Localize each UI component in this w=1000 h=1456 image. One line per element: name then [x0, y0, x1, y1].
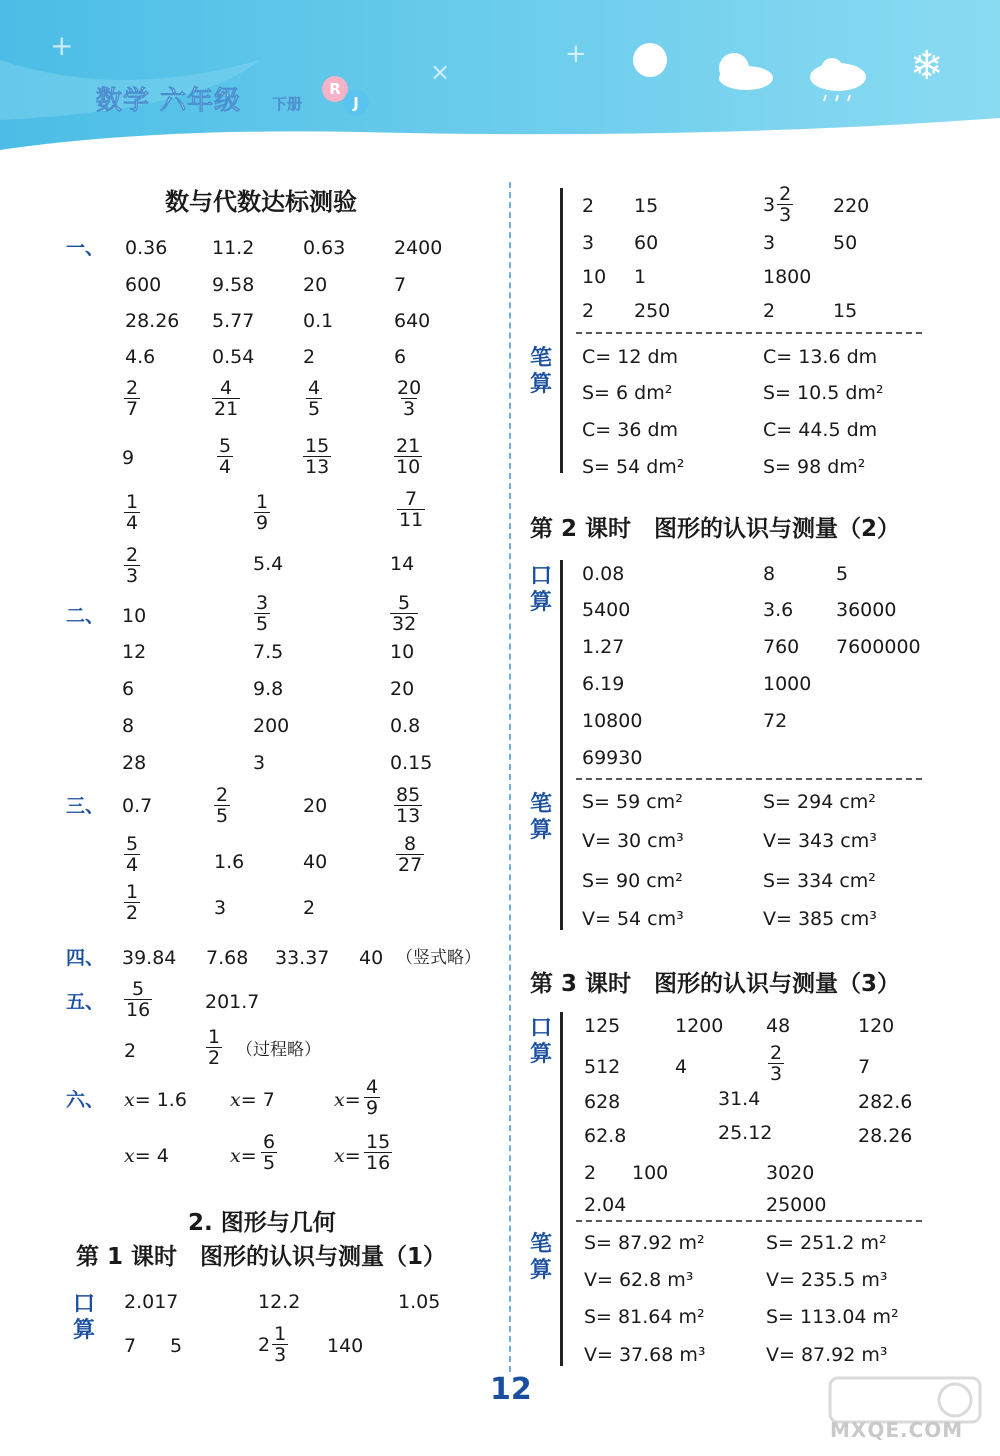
fraction: 8 27	[398, 833, 423, 876]
bisuan-tag: 笔 算	[529, 792, 552, 843]
section-title: 数与代数达标测验	[165, 188, 357, 216]
answer: 15	[833, 300, 858, 322]
answer: 20	[390, 678, 415, 700]
answer: 5	[170, 1335, 183, 1357]
answer: 1800	[763, 266, 812, 288]
lesson-title-2: 第 2 课时 图形的认识与测量（2）	[530, 516, 901, 542]
answer: 0.7	[122, 795, 153, 817]
section-label-3: 三、	[66, 795, 105, 817]
fraction: 1 9	[256, 491, 269, 534]
bisuan-tag: 笔 算	[529, 1232, 552, 1283]
fraction: 1 2	[208, 1026, 221, 1069]
fraction: 5 32	[392, 592, 417, 635]
answer: S= 90 cm²	[582, 870, 683, 892]
cloud-sun-icon	[712, 50, 774, 92]
answer: 0.36	[125, 237, 168, 259]
answer: 62.8	[584, 1125, 627, 1147]
answer: 25000	[766, 1194, 827, 1216]
header-title: 数学 六年级	[96, 86, 242, 116]
equation: x= 1.6	[124, 1089, 187, 1111]
answer: 201.7	[205, 991, 260, 1013]
answer: 4	[675, 1056, 688, 1078]
answer: 33.37	[275, 947, 330, 969]
answer: 2	[303, 897, 316, 919]
answer: 3	[582, 232, 595, 254]
answer: 12	[122, 641, 147, 663]
bracket-line	[560, 560, 563, 930]
answer: 2.017	[124, 1291, 179, 1313]
fraction: 20 3	[397, 377, 422, 420]
answer: 0.08	[582, 563, 625, 585]
answer: 5.77	[212, 310, 255, 332]
answer: 25.12	[718, 1122, 773, 1144]
answer: S= 54 dm²	[582, 456, 685, 478]
answer: 10	[390, 641, 415, 663]
answer: 20	[303, 795, 328, 817]
answer: 7.68	[206, 947, 249, 969]
answer: 28.26	[125, 310, 180, 332]
answer: 2.04	[584, 1194, 627, 1216]
equation: x=	[334, 1089, 361, 1111]
answer: 28.26	[858, 1125, 913, 1147]
answer: 7.5	[253, 641, 284, 663]
badge-r: R	[322, 76, 348, 102]
answer: 40	[359, 947, 384, 969]
answer: 200	[253, 715, 290, 737]
equation: x= 7	[230, 1089, 275, 1111]
answer: C= 36 dm	[582, 419, 679, 441]
answer: 0.15	[390, 752, 433, 774]
fraction: 3 5	[256, 592, 269, 635]
section-label-6: 六、	[66, 1089, 105, 1111]
answer: 1.27	[582, 636, 625, 658]
answer: 5400	[582, 599, 631, 621]
fraction: 2 5	[216, 784, 229, 827]
answer: 69930	[582, 747, 643, 769]
answer: 39.84	[122, 947, 177, 969]
answer: C= 44.5 dm	[763, 419, 878, 441]
answer: V= 87.92 m³	[766, 1344, 888, 1366]
answer: 0.54	[212, 346, 255, 368]
answer: 2	[584, 1162, 597, 1184]
answer: 2	[582, 300, 595, 322]
bisuan-tag: 笔 算	[529, 346, 552, 397]
bracket-line	[560, 188, 563, 473]
answer: 3	[253, 752, 266, 774]
answer: 1000	[763, 673, 812, 695]
answer: 120	[858, 1015, 895, 1037]
answer: 0.1	[303, 310, 334, 332]
section-label-5: 五、	[66, 991, 105, 1013]
watermark-text: MXQE.COM	[830, 1418, 964, 1442]
answer: 512	[584, 1056, 621, 1078]
kousuan-tag: 口 算	[529, 1016, 552, 1067]
fraction: 4 5	[308, 377, 321, 420]
answer: 7600000	[836, 636, 921, 658]
fraction: 5 16	[126, 978, 151, 1021]
dashed-separator	[576, 332, 922, 334]
answer: 50	[833, 232, 858, 254]
answer: 2	[124, 1040, 137, 1062]
answer: V= 343 cm³	[763, 830, 877, 852]
section-label-1: 一、	[66, 237, 105, 259]
answer: 282.6	[858, 1091, 913, 1113]
answer: 140	[327, 1335, 364, 1357]
answer: 20	[303, 274, 328, 296]
answer: 250	[634, 300, 671, 322]
answer: V= 235.5 m³	[766, 1269, 888, 1291]
answer: S= 294 cm²	[763, 791, 876, 813]
answer: 2	[303, 346, 316, 368]
answer: 4.6	[125, 346, 156, 368]
fraction: 7 11	[399, 488, 424, 531]
answer: S= 81.64 m²	[584, 1306, 705, 1328]
answer: 1.6	[214, 851, 245, 873]
svg-text:+: +	[50, 29, 74, 62]
answer: 1.05	[398, 1291, 441, 1313]
answer: 220	[833, 195, 870, 217]
answer: 5.4	[253, 553, 284, 575]
answer: 48	[766, 1015, 791, 1037]
header-subtitle: 下册	[272, 95, 303, 113]
page-header	[0, 0, 1000, 150]
answer: 15	[634, 195, 659, 217]
answer: S= 334 cm²	[763, 870, 876, 892]
answer: S= 98 dm²	[763, 456, 866, 478]
section-label-4: 四、	[66, 947, 105, 969]
answer: V= 62.8 m³	[584, 1269, 694, 1291]
answer: 760	[763, 636, 800, 658]
dashed-separator	[576, 1220, 922, 1222]
kousuan-tag: 口 算	[529, 564, 552, 615]
answer: 7	[394, 274, 407, 296]
answer: 31.4	[718, 1088, 761, 1110]
answer: 8	[763, 563, 776, 585]
answer: 2	[582, 195, 595, 217]
answer: 5	[836, 563, 849, 585]
fraction: 2 3	[770, 1042, 783, 1085]
lesson-title-3: 第 3 课时 图形的认识与测量（3）	[530, 971, 901, 997]
answer: 8	[122, 715, 135, 737]
answer: 2	[763, 300, 776, 322]
sun-icon	[630, 40, 670, 80]
answer: 60	[634, 232, 659, 254]
answer: 600	[125, 274, 162, 296]
kousuan-tag: 口 算	[72, 1292, 95, 1343]
fraction: 2 7	[126, 377, 139, 420]
answer: 1	[634, 266, 647, 288]
answer: 11.2	[212, 237, 255, 259]
badge-j: J	[343, 90, 369, 116]
answer: 28	[122, 752, 147, 774]
fraction: 4 9	[366, 1076, 379, 1119]
fraction: 15 13	[305, 435, 330, 478]
equation: x=	[230, 1145, 257, 1167]
answer: 628	[584, 1091, 621, 1113]
fraction: 85 13	[396, 784, 421, 827]
answer: 10	[122, 605, 147, 627]
answer: 640	[394, 310, 431, 332]
answer: 40	[303, 851, 328, 873]
answer: 9.8	[253, 678, 284, 700]
svg-text:+: +	[565, 39, 587, 69]
answer: V= 54 cm³	[582, 908, 684, 930]
answer: 9	[122, 447, 135, 469]
fraction: 5 4	[219, 435, 232, 478]
snowflake-icon: ❄	[910, 43, 944, 89]
mixed-number: 3 2 3	[763, 183, 792, 226]
answer: 0.63	[303, 237, 346, 259]
fraction: 6 5	[263, 1131, 276, 1174]
column-divider	[509, 182, 511, 1372]
equation: x= 4	[124, 1145, 169, 1167]
answer: 36000	[836, 599, 897, 621]
answer: C= 13.6 dm	[763, 346, 878, 368]
answer: V= 385 cm³	[763, 908, 877, 930]
lesson-title-1: 第 1 课时 图形的认识与测量（1）	[76, 1244, 447, 1270]
answer: 9.58	[212, 274, 255, 296]
equation: x=	[334, 1145, 361, 1167]
answer: 7	[858, 1056, 871, 1078]
bracket-line	[560, 1012, 563, 1366]
answer: 6.19	[582, 673, 625, 695]
answer: 1200	[675, 1015, 724, 1037]
fraction: 5 4	[126, 833, 139, 876]
answer: S= 6 dm²	[582, 382, 673, 404]
mixed-number: 2 1 3	[258, 1323, 287, 1366]
answer: 3	[214, 897, 227, 919]
answer: 12.2	[258, 1291, 301, 1313]
rain-cloud-icon	[806, 55, 870, 105]
answer: 7	[124, 1335, 137, 1357]
answer: 3020	[766, 1162, 815, 1184]
answer: 0.8	[390, 715, 421, 737]
answer: V= 37.68 m³	[584, 1344, 706, 1366]
fraction: 21 10	[396, 435, 421, 478]
answer: 125	[584, 1015, 621, 1037]
answer: 3.6	[763, 599, 794, 621]
chapter-title: 2. 图形与几何	[188, 1210, 336, 1236]
dashed-separator	[576, 778, 922, 780]
answer: C= 12 dm	[582, 346, 679, 368]
fraction: 1 4	[126, 491, 139, 534]
answer: S= 87.92 m²	[584, 1232, 705, 1254]
fraction: 15 16	[366, 1131, 391, 1174]
answer: 10800	[582, 710, 643, 732]
answer: 14	[390, 553, 415, 575]
answer: 6	[394, 346, 407, 368]
answer: 6	[122, 678, 135, 700]
answer: S= 251.2 m²	[766, 1232, 887, 1254]
answer: S= 59 cm²	[582, 791, 683, 813]
svg-text:×: ×	[430, 58, 451, 86]
note: （竖式略）	[396, 948, 481, 968]
fraction: 4 21	[214, 377, 239, 420]
section-label-2: 二、	[66, 605, 105, 627]
answer: S= 113.04 m²	[766, 1306, 899, 1328]
answer: 10	[582, 266, 607, 288]
answer: V= 30 cm³	[582, 830, 684, 852]
answer: S= 10.5 dm²	[763, 382, 884, 404]
answer: 100	[632, 1162, 669, 1184]
answer: 3	[763, 232, 776, 254]
fraction: 1 2	[126, 881, 139, 924]
answer: 72	[763, 710, 788, 732]
fraction: 2 3	[126, 544, 139, 587]
answer: 2400	[394, 237, 443, 259]
note: （过程略）	[236, 1040, 321, 1060]
page-number: 12	[490, 1372, 532, 1407]
